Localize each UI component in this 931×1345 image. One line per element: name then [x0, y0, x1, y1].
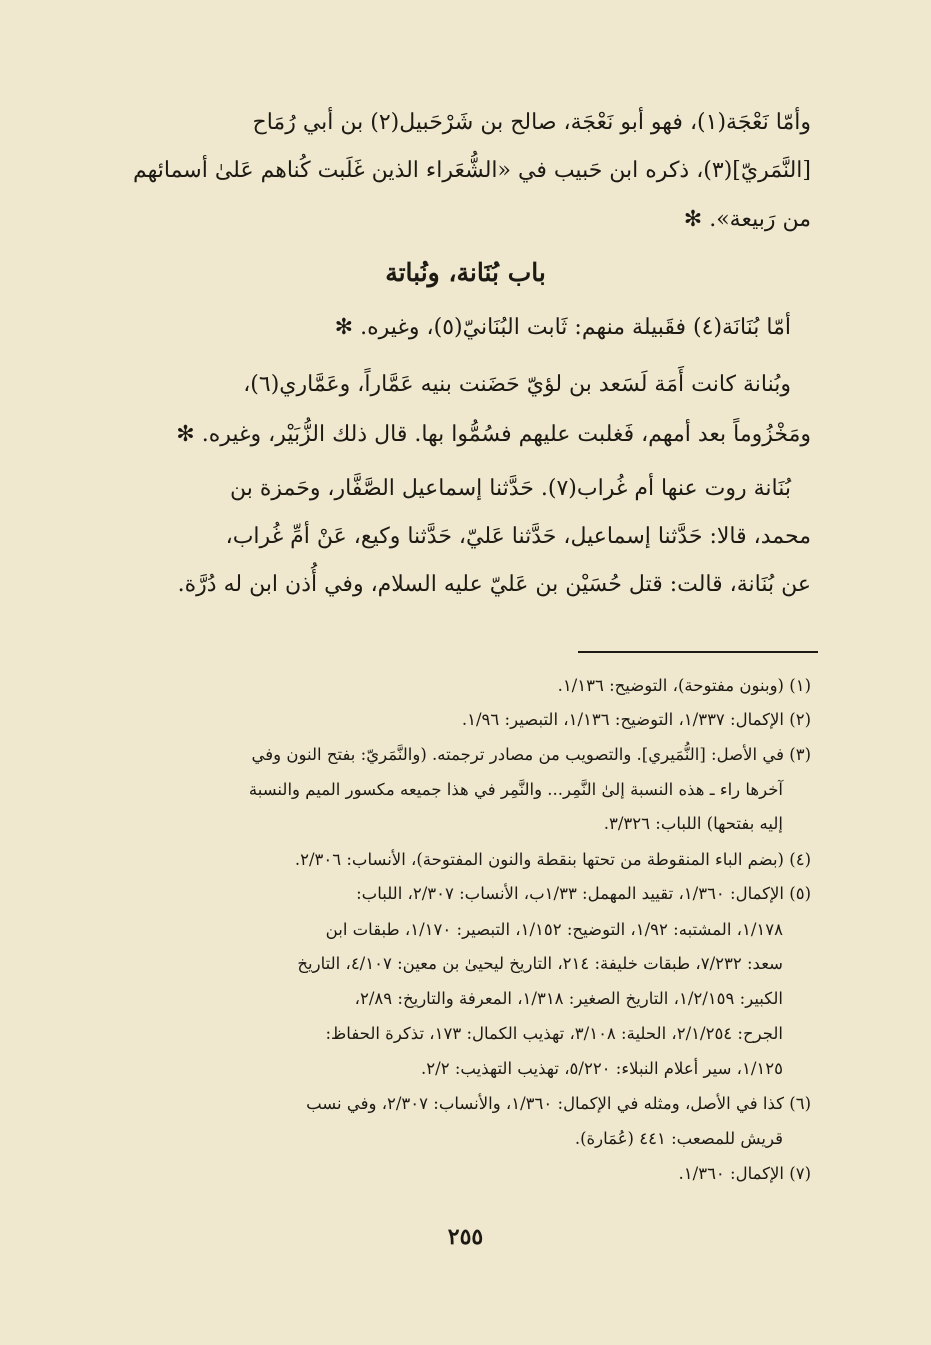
footnote-divider — [578, 651, 818, 653]
footnote-line: قريش للمصعب: ٤٤١ (عُمَارة). — [574, 1129, 783, 1148]
page-number: ٢٥٥ — [447, 1224, 484, 1250]
footnote-line: إليه بفتحها) اللباب: ٣/٣٢٦. — [603, 814, 783, 833]
text-line: بُنَانة روت عنها أم غُراب(٧). حَدَّثنا إسماعيل الصَّفَّار، وحَمزة بن — [229, 476, 791, 501]
text-line: أمّا بُنَانَة(٤) فقَبيلة منهم: ثَابت البُنَانيّ(٥)، وغيره. ✻ — [334, 315, 791, 340]
footnote-line: (٤) (بضم الباء المنقوطة من تحتها بنقطة والنون المفتوحة)، الأنساب: ٢/٣٠٦. — [294, 850, 811, 869]
text-line: محمد، قالا: حَدَّثنا إسماعيل، حَدَّثنا عَليّ، حَدَّثنا وكيع، عَنْ أمِّ غُراب، — [225, 524, 811, 549]
footnote-line: (١) (وبنون مفتوحة)، التوضيح: ١/١٣٦. — [557, 676, 811, 695]
footnote-line: ١/١٧٨، المشتبه: ١/٩٢، التوضيح: ١/١٥٢، التبصير: ١/١٧٠، طبقات ابن — [325, 920, 783, 939]
text-line: وبُنانة كانت أَمَة لَسَعد بن لؤيّ حَضَنت بنيه عَمَّاراً، وعَمَّاري(٦)، — [243, 372, 791, 397]
footnote-line: (٥) الإكمال: ١/٣٦٠، تقييد المهمل: ١/٣٣ب، الأنساب: ٢/٣٠٧، اللباب: — [356, 884, 811, 903]
footnote-line: آخرها راء ـ هذه النسبة إلىٰ النَّمِر... والنَّمِر في هذا جميعه مكسور الميم والنسبة — [248, 780, 783, 799]
footnote-line: (٦) كذا في الأصل، ومثله في الإكمال: ١/٣٦٠، والأنساب: ٢/٣٠٧، وفي نسب — [306, 1094, 811, 1113]
text-line: من رَبيعة». ✻ — [683, 207, 811, 232]
footnote-line: سعد: ٧/٢٣٢، طبقات خليفة: ٢١٤، التاريخ ليحيىٰ بن معين: ٤/١٠٧، التاريخ — [297, 954, 783, 973]
footnote-line: (٧) الإكمال: ١/٣٦٠. — [678, 1164, 811, 1183]
text-line: وأمّا نَعْجَة(١)، فهو أبو نَعْجَة، صالح بن شَرْحَبيل(٢) بن أبي رُمَاح — [252, 110, 811, 135]
text-line: [النَّمَريّ](٣)، ذكره ابن حَبيب في «الشُّعَراء الذين غَلَبت كُناهم عَلىٰ أسمائهم — [132, 158, 811, 183]
section-heading: باب بُنَانة، ونُباتة — [385, 258, 546, 287]
footnote-line: الكبير: ١/٢/١٥٩، التاريخ الصغير: ١/٣١٨، المعرفة والتاريخ: ٢/٨٩، — [354, 989, 783, 1008]
footnote-line: (٣) في الأصل: [النُّمَيري]. والتصويب من مصادر ترجمته. (والنَّمَريّ: بفتح النون وفي — [251, 745, 811, 764]
footnote-line: (٢) الإكمال: ١/٣٣٧، التوضيح: ١/١٣٦، التبصير: ١/٩٦. — [461, 710, 811, 729]
text-line: عن بُنَانة، قالت: قتل حُسَيْن بن عَليّ عليه السلام، وفي أُذن ابن له دُرَّة. — [177, 572, 811, 597]
footnote-line: ١/١٢٥، سير أعلام النبلاء: ٥/٢٢٠، تهذيب التهذيب: ٢/٢. — [421, 1059, 783, 1078]
text-line: ومَخْزُوماً بعد أمهم، فَغلبت عليهم فسُمُّوا بها. قال ذلك الزُّبَيْر، وغيره. ✻ — [176, 422, 811, 447]
footnote-line: الجرح: ٢/١/٢٥٤، الحلية: ٣/١٠٨، تهذيب الكمال: ١٧٣، تذكرة الحفاظ: — [325, 1024, 783, 1043]
